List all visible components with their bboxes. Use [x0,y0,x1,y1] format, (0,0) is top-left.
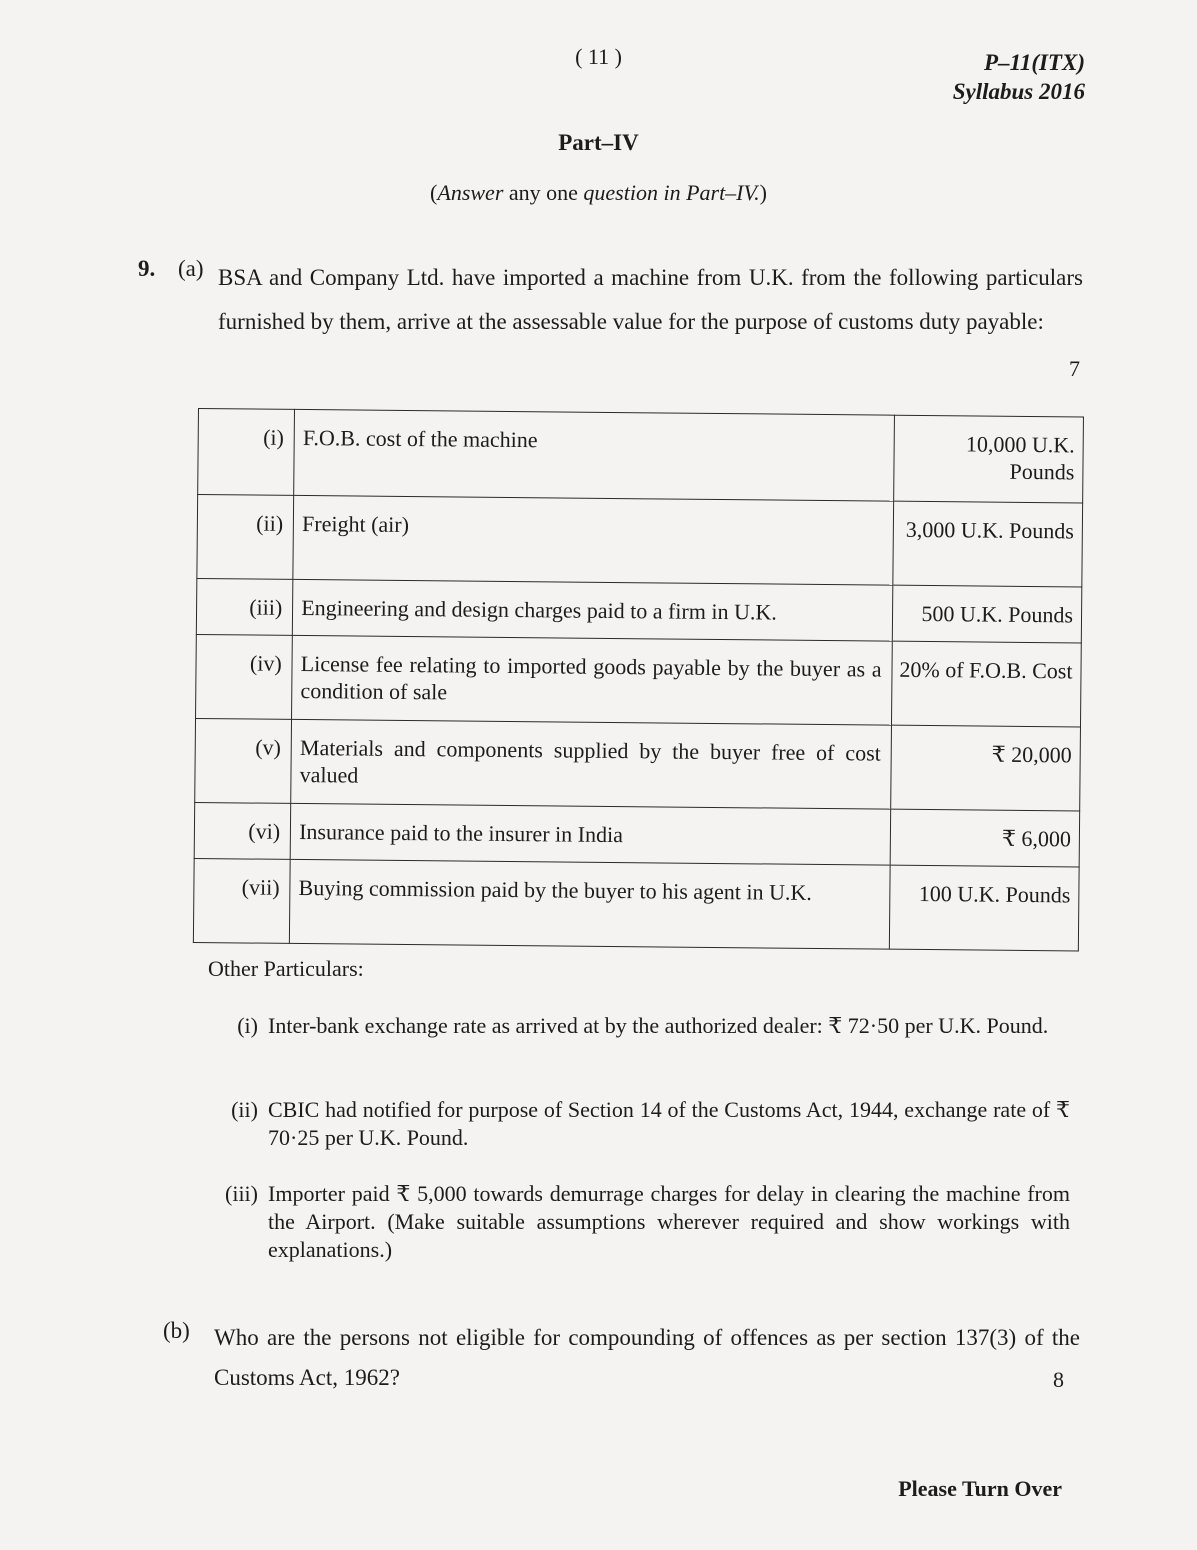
row-value: 10,000 U.K. Pounds [894,415,1084,503]
table-row [194,802,1079,866]
row-index: (vi) [194,802,291,859]
row-value: 100 U.K. Pounds [889,865,1079,951]
list-item-text: Inter-bank exchange rate as arrived at by the authorized dealer: ₹ 72·50 per U.K. Pound. [268,1013,1049,1038]
row-description: Insurance paid to the insurer in India [290,803,890,865]
table-row [193,858,1079,950]
table-row [198,409,1084,503]
other-particulars-heading: Other Particulars: [208,956,364,981]
list-item-text: CBIC had notified for purpose of Section 14 of the Customs Act, 1944, exchange rate of ₹ 70·25 per U.K. Pound. [268,1097,1070,1150]
row-value: 3,000 U.K. Pounds [893,501,1083,587]
part-b-marks: 8 [1053,1367,1064,1392]
row-description: Materials and components supplied by the buyer free of cost valued [291,719,892,809]
page-number: ( 11 ) [575,44,622,69]
paper-code: P–11(ITX) [984,50,1085,75]
row-value: 20% of F.O.B. Cost [892,641,1082,727]
row-value: ₹ 20,000 [891,725,1081,811]
paper-header [953,48,1085,106]
question-number: 9. [138,256,156,281]
list-item-text: Importer paid ₹ 5,000 towards demurrage charges for delay in clearing the machine from the Airport. (Make suitable assumptions wherever required and show workings with explanations.) [268,1181,1070,1262]
list-item-index: (i) [237,1013,258,1038]
row-index: (i) [198,409,295,496]
part-b-label: (b) [163,1318,190,1343]
row-description: F.O.B. cost of the machine [294,409,895,501]
row-index: (vii) [193,858,290,943]
row-index: (v) [195,718,292,803]
part-instruction: (Answer any one question in Part–IV.) [430,180,767,205]
row-value: ₹ 6,000 [890,809,1079,867]
row-index: (iii) [196,578,293,635]
footer-turn-over: Please Turn Over [898,1476,1062,1501]
part-b-question-text: Who are the persons not eligible for compounding of offences as per section 137(3) of the Customs Act, 1962? [214,1325,1080,1390]
part-a-marks: 7 [1069,356,1080,381]
syllabus-year: Syllabus 2016 [952,79,1085,104]
table-row [197,495,1083,587]
row-index: (ii) [197,495,294,580]
table-row [196,634,1082,726]
row-value: 500 U.K. Pounds [892,585,1081,643]
row-description: Buying commission paid by the buyer to his agent in U.K. [290,859,891,949]
table-row [195,718,1081,810]
part-a-label: (a) [178,256,204,281]
part-title: Part–IV [558,130,639,155]
particulars-table [193,408,1084,951]
row-description: Freight (air) [293,495,894,585]
list-item-index: (ii) [231,1097,258,1122]
table-row [196,578,1081,642]
list-item-index: (iii) [225,1181,258,1206]
row-description: License fee relating to imported goods payable by the buyer as a condition of sale [292,635,893,725]
row-index: (iv) [196,634,293,719]
part-a-question-text: BSA and Company Ltd. have imported a machine from U.K. from the following particulars furnished by them, arrive at the assessable value for the purpose of customs duty payable: [218,265,1083,334]
row-description: Engineering and design charges paid to a firm in U.K. [293,579,893,641]
